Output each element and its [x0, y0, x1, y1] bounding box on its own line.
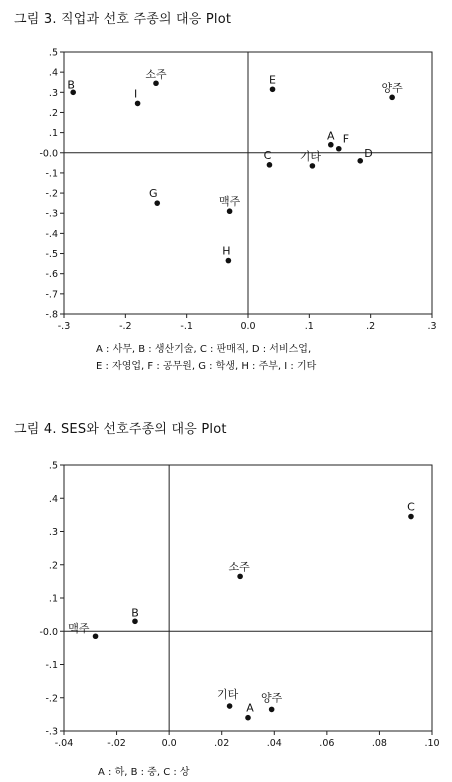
figure-3-legend-line-2: E : 자영업, F : 공무원, G : 학생, H : 주부, I : 기타 [96, 361, 317, 372]
y-tick-label: .3 [48, 87, 58, 99]
y-tick-label: .1 [48, 593, 58, 605]
y-tick-label: -.1 [45, 168, 58, 180]
y-tick-label: .5 [48, 47, 58, 59]
plot-frame [64, 465, 432, 731]
y-tick-label: -.7 [45, 289, 58, 301]
x-tick-label: -.02 [107, 738, 126, 749]
y-tick-label: -0.0 [39, 148, 58, 160]
point-label: 양주 [381, 81, 403, 95]
y-tick-label: .1 [48, 128, 58, 140]
figure-4-chart [0, 455, 452, 760]
data-point [226, 258, 232, 264]
data-point [270, 86, 276, 92]
y-tick-label: .2 [48, 560, 58, 572]
y-tick-label: -.6 [45, 269, 58, 281]
figure-3-legend-line-1: A : 사무, B : 생산기술, C : 판매직, D : 서비스업, [96, 344, 312, 355]
point-label: C [263, 148, 272, 162]
y-tick-label: -.2 [45, 188, 58, 200]
y-tick-label: -.5 [45, 249, 58, 261]
data-point [132, 618, 138, 624]
y-tick-label: .4 [48, 493, 58, 505]
x-tick-label: .10 [424, 738, 440, 749]
data-point [153, 80, 159, 86]
point-label: I [133, 87, 138, 101]
x-tick-label: .06 [319, 738, 335, 749]
point-label: 기타 [216, 688, 239, 702]
x-tick-label: -.2 [119, 321, 132, 332]
data-point [389, 95, 395, 101]
point-label: B [131, 606, 139, 620]
x-tick-label: .3 [427, 321, 437, 332]
y-tick-label: .2 [48, 107, 58, 119]
y-tick-label: -.3 [45, 208, 58, 220]
data-point [135, 101, 141, 107]
data-point [336, 146, 342, 152]
x-tick-label: .04 [266, 738, 282, 749]
data-point [237, 574, 243, 580]
y-tick-label: -0.0 [39, 626, 58, 638]
data-point [227, 208, 233, 214]
data-point [154, 200, 160, 206]
point-label: A [246, 701, 254, 715]
data-point [328, 142, 334, 148]
data-point [357, 158, 363, 164]
y-tick-label: .4 [48, 67, 58, 79]
x-tick-label: .2 [366, 321, 376, 332]
point-label: E [269, 73, 277, 87]
y-tick-label: -.2 [45, 693, 58, 705]
data-point [93, 633, 99, 639]
point-label: D [364, 146, 373, 160]
point-label: 소주 [145, 68, 167, 82]
y-tick-label: .3 [48, 527, 58, 538]
point-label: G [148, 187, 158, 201]
x-tick-label: .1 [304, 321, 314, 332]
point-label: 맥주 [68, 622, 90, 636]
data-point [227, 703, 233, 709]
x-tick-label: -.3 [57, 321, 71, 332]
y-tick-label: -.1 [45, 660, 58, 671]
point-label: A [327, 129, 335, 143]
figure-4-legend-line: A : 하, B : 중, C : 상 [98, 767, 190, 778]
figure-3-title: 그림 3. 직업과 선호 주종의 대응 Plot [14, 12, 232, 27]
point-label: 양주 [261, 691, 283, 705]
figure-4-title: 그림 4. SES와 선호주종의 대응 Plot [14, 422, 227, 437]
data-point [269, 707, 275, 713]
y-tick-label: -.4 [45, 228, 58, 240]
data-point [408, 514, 414, 520]
x-tick-label: .08 [371, 738, 387, 749]
point-label: F [342, 132, 350, 146]
point-label: C [407, 500, 415, 514]
figure-3-chart [0, 40, 452, 340]
x-tick-label: 0.0 [161, 738, 177, 749]
y-tick-label: -.8 [45, 309, 58, 321]
data-point [267, 162, 273, 168]
data-point [245, 715, 251, 721]
data-point [310, 163, 316, 169]
point-label: H [222, 244, 231, 258]
x-tick-label: -.04 [54, 738, 74, 749]
point-label: 소주 [228, 560, 250, 574]
y-tick-label: -.3 [45, 726, 58, 738]
point-label: 맥주 [218, 195, 241, 209]
x-tick-label: -.1 [180, 321, 193, 332]
x-tick-label: .02 [214, 738, 230, 749]
y-tick-label: .5 [48, 460, 58, 472]
point-label: B [67, 78, 75, 92]
point-label: 기타 [299, 149, 322, 163]
x-tick-label: 0.0 [240, 321, 256, 332]
